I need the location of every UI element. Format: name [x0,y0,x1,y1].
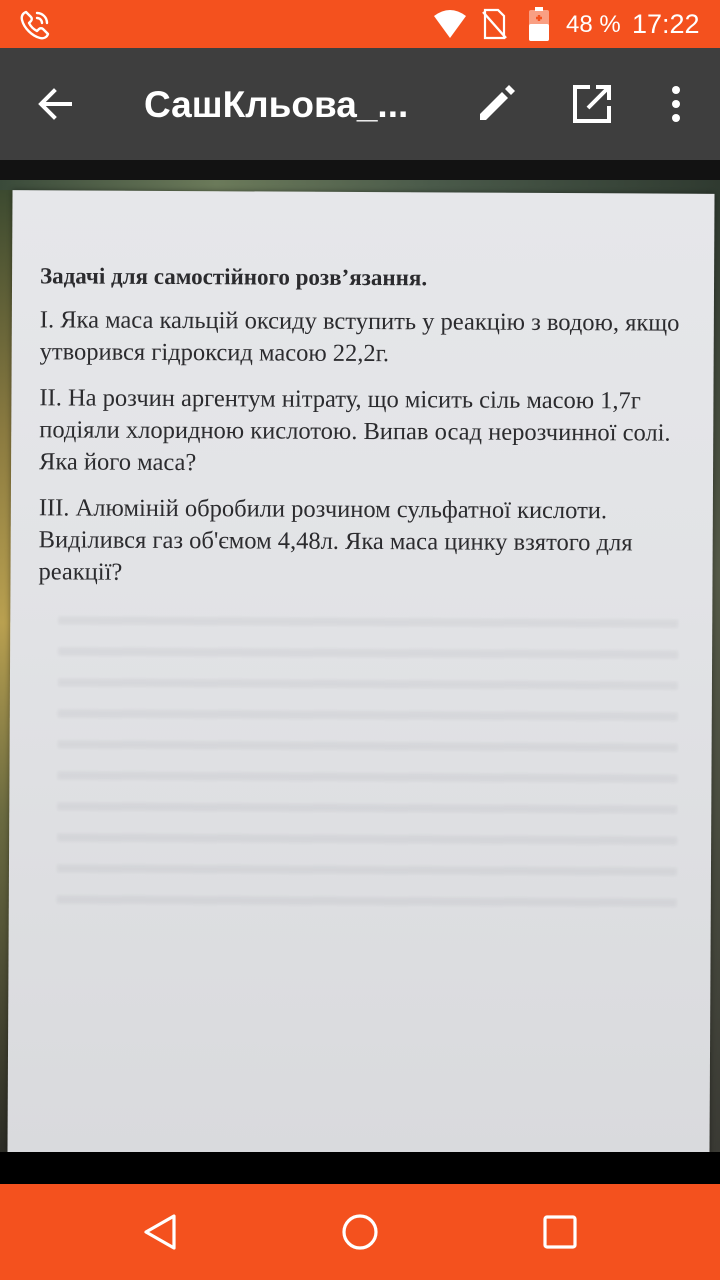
navigation-bar [0,1184,720,1280]
open-external-icon[interactable] [566,78,618,130]
nav-back-icon[interactable] [138,1210,182,1254]
no-sim-icon [481,8,507,40]
document-photo[interactable] [0,160,720,1152]
task-2: II. На розчин аргентум нітрату, що місить сіль масою 1,7г подіяли хлоридною кислотою. Випав осад нерозчинної солі. Яка його маса? [39,384,671,477]
call-icon [18,8,52,42]
more-vertical-icon[interactable] [654,78,698,130]
nav-recents-icon[interactable] [538,1210,582,1254]
wifi-icon [432,10,468,40]
page-title: СашКльова_... [144,84,409,125]
document-heading: Задачі для самостійного розв’язання. [40,263,428,291]
status-bar [0,0,720,48]
show-through-text [57,602,679,925]
task-3: III. Алюміній обробили розчином сульфатної кислоти. Виділився газ об'ємом 4,48л. Яка маса цинку взятого для реакції? [38,494,633,586]
battery-percent: 48 % [566,11,621,38]
nav-home-icon[interactable] [336,1208,384,1256]
clock: 17:22 [632,9,700,39]
document-text [38,260,700,605]
paper-sheet [7,190,714,1152]
task-1: I. Яка маса кальцій оксиду вступить у реакцію з водою, якщо утворився гідроксид масою 22,2г. [39,306,680,368]
back-arrow-icon[interactable] [30,78,82,130]
battery-charging-icon [528,6,550,42]
app-bar [0,48,720,160]
pencil-icon[interactable] [470,78,522,130]
